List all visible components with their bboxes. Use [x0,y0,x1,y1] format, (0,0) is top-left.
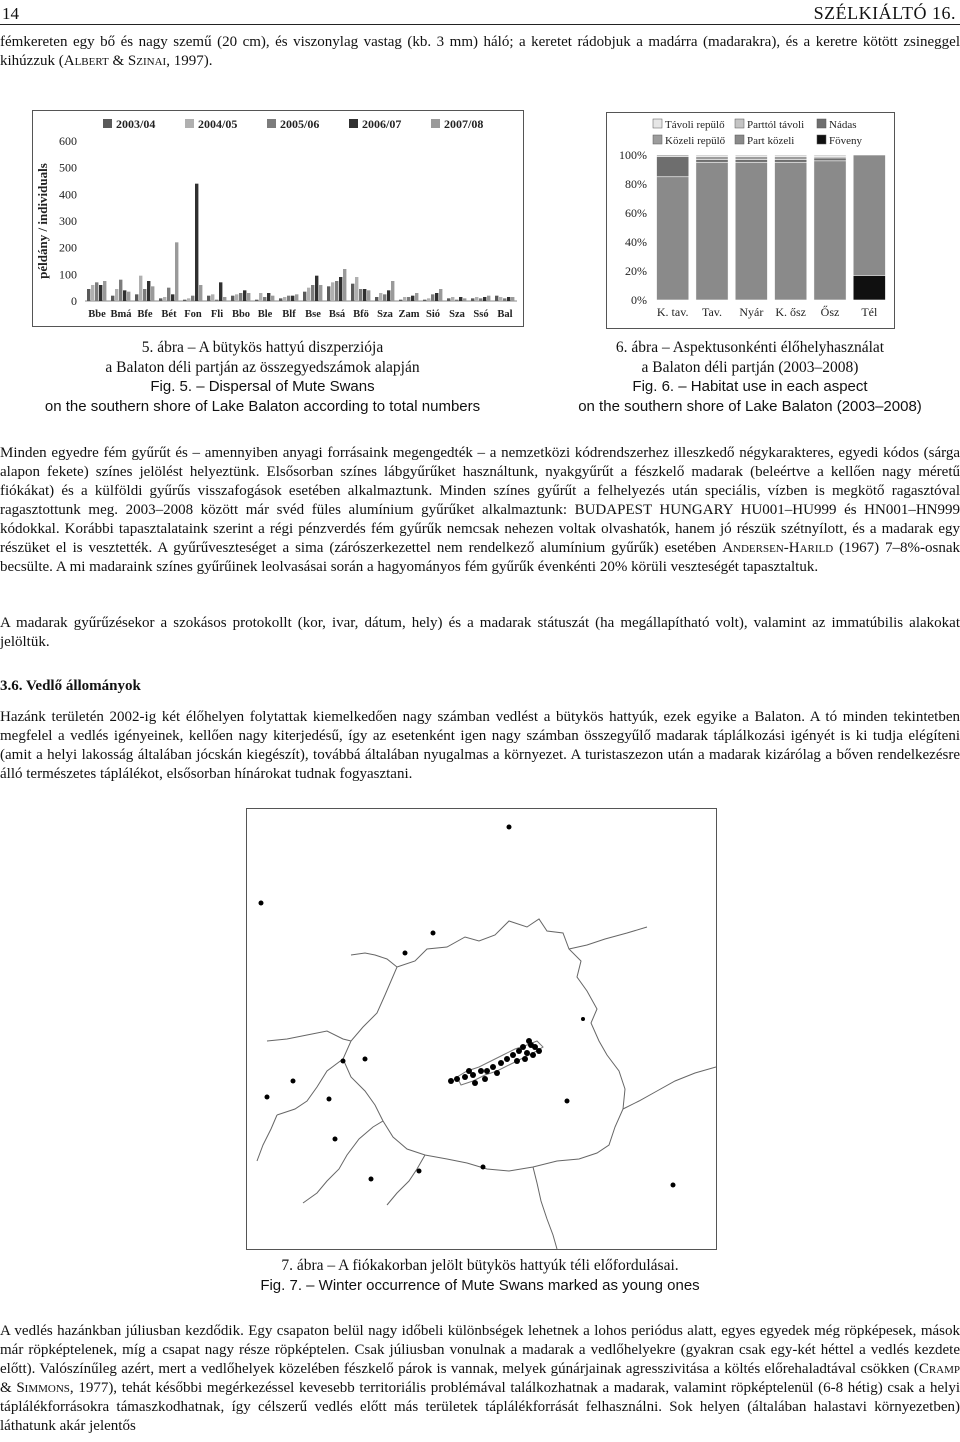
y-tick-label: 500 [59,160,77,175]
y-tick-label: 100 [59,267,77,282]
bar-2003-04-Bbo [231,296,234,301]
bar-2006-07-Bal [507,297,510,301]
bar-2006-07-Ssó [483,297,486,301]
bar-2005-06-Bbe [95,282,98,301]
bar-2005-06-Fon [191,296,194,301]
bar-2007-08-Bbe [103,281,106,301]
legend-label-4: 2007/08 [444,117,484,131]
bar-2003-04-Bfö [351,284,354,301]
bar-2003-04-Bét [159,298,162,301]
bar-2003-04-Sza [375,297,378,301]
bar-2004-05-Ble [259,293,262,301]
figure7-caption [200,1256,760,1295]
bar-segment-Közeli repülő-K. tav. [657,155,689,156]
bar-2007-08-Bfe [151,286,154,301]
bar-2005-06-Bal [503,298,506,301]
map-border-romania [623,1067,716,1109]
bar-segment-Nádas-Tav. [696,159,728,162]
bar-2003-04-Sza [447,298,450,301]
bar-2003-04-Bfe [135,294,138,301]
y-tick-label: 600 [59,134,77,148]
bar-2003-04-Bse [303,292,306,301]
map-border-austria [267,1031,351,1041]
bar-2004-05-Bfö [355,277,358,301]
bar-2007-08-Bbo [247,293,250,301]
figure5-caption-hu-1: 5. ábra – A bütykös hattyú diszperziója [141,339,384,356]
bar-2003-04-Bmá [111,296,114,301]
legend-label-3: Közeli repülő [665,135,726,147]
x-tick-label: Zam [398,309,420,320]
figure5-caption [10,338,515,416]
bar-2003-04-Fon [183,300,186,301]
x-tick-label: Tél [861,305,878,319]
bar-2003-04-Zam [399,300,402,301]
bar-2006-07-Fli [219,282,222,301]
map-border-slovenia [277,1059,343,1115]
legend-label-1: Parttól távoli [747,119,805,131]
bar-segment-Parttól távoli-K. ősz [775,155,807,156]
figure5-chart [32,110,524,327]
legend-label-0: 2003/04 [116,117,156,131]
x-tick-label: Bbe [88,309,106,320]
journal-title: SZÉLKIÁLTÓ 16. [813,3,956,23]
map-border-croatia [303,1121,383,1203]
bar-2007-08-Bse [319,285,322,301]
figure6-chart [606,112,895,329]
x-tick-label: Bmá [110,309,132,320]
bar-segment-Part közeli-K. ősz [775,162,807,300]
x-tick-label: Ssó [473,309,489,320]
map-border-ukraine [569,927,647,949]
x-tick-label: Bal [497,309,513,320]
bar-2005-06-Ssó [479,298,482,301]
bar-2006-07-Bmá [123,290,126,301]
body-paragraph-3: Hazánk területén 2002-ig két élőhelyen folytattak kiemelkedően nagy számban vedlést a bütykös hattyúk, ezek egyike a Balaton. A tó minden tekintetben megfelel a vedlés igényeinek, kellően nagy kiterjedésű, így az esetenként igen nagy számban összegyűlő madarak táplálkozási igényét is ki tudja elégíteni (amit a helyi lakosság általában jócskán kiegészít), továbbá általában nyugalmas a környezet. A turistaszezon után a madarak kizárólag a bőven rendelkezésre álló természetes táplálékot, elsősorban hínárokat tudnak fogyasztani. [0,709,960,782]
figure6-svg [607,113,894,328]
citation-amp: & [108,53,128,69]
bar-2006-07-Bse [315,276,318,301]
figure6-caption [545,338,955,416]
legend-swatch-2 [817,119,826,128]
x-tick-label: Ble [257,309,273,320]
bar-2005-06-Bsá [335,281,338,301]
bar-segment-Nádas-K. ősz [775,159,807,162]
bar-2005-06-Blf [287,296,290,301]
legend-swatch-5 [817,135,826,144]
bar-2006-07-Bfe [147,281,150,301]
legend-label-2: Nádas [829,119,857,131]
body4-text-1: A vedlés hazánkban júliusban kezdődik. Egy csapaton belül nagy időbeli különbségek lehetnek a lohos periódus alatt, egyes egyedek még röpképesek, mások már röpképtelenek, míg a csapat nagy része röpképtelen. Csak júliusban vonulnak a madarak a vedlőhelyekre (gyakran csak egy-két héttel a vedlés kezdete előtt). Valószínűleg azért, mert a vedlőhelyek közelében fészkelő párok is vannak, melyek gúnárjainak agresszivitása a költés előrehaladtával csökken ( [0,1323,960,1377]
body-paragraph-4 [0,1322,960,1436]
x-tick-label: Bse [305,309,321,320]
legend-swatch-3 [653,135,662,144]
bar-2006-07-Sza [459,297,462,301]
legend-swatch-1 [735,119,744,128]
bar-2005-06-Bét [167,288,170,301]
bar-segment-Föveny-Tél [853,275,885,300]
figure5-svg [33,111,523,326]
bar-2004-05-Zam [403,297,406,301]
bar-2004-05-Bbo [235,294,238,301]
bar-2005-06-Fli [215,300,218,301]
bar-2007-08-Ssó [487,296,490,301]
bar-2003-04-Ssó [471,298,474,301]
x-tick-label: Sza [449,309,465,320]
bar-2007-08-Sza [391,281,394,301]
bar-2004-05-Ssó [475,297,478,301]
x-tick-label: Bbo [231,309,251,320]
legend-label-0: Távoli repülő [665,119,725,131]
y-axis-title: példány / individuals [35,163,50,279]
figure6-caption-hu-2: a Balaton déli partján (2003–2008) [641,358,859,376]
x-tick-label: Blf [282,309,296,320]
legend-swatch-0 [653,119,662,128]
bar-segment-Parttól távoli-Nyár [735,155,767,156]
bar-2007-08-Bfö [367,290,370,301]
body4-text-2: , 1977), tehát későbbi megérkezéssel kevesebb territoriális problémával találkozhatnak a madarak, valamint röpképtelenül (6-8 hétig) csak a helyi táplálékforrásokra támaszkodhatnak, így célszerű vedlés előtt más területek táplálékforrását felhasználni. Sok helyen (általában halastavi környezetben) láthatunk akár jelentős [0,1380,960,1434]
x-tick-label: Sza [377,309,393,320]
bar-2006-07-Blf [291,296,294,301]
y-tick-label: 60% [625,206,647,220]
bar-2005-06-Bse [311,285,314,301]
map-border-west [257,1115,277,1161]
bar-2005-06-Bbo [239,293,242,301]
bar-2005-06-Ble [263,297,266,301]
y-tick-label: 20% [625,264,647,278]
bar-segment-Part közeli-Ősz [814,161,846,300]
y-tick-label: 400 [59,187,77,202]
legend-swatch-2 [267,119,276,128]
bar-2006-07-Bbe [99,285,102,301]
bar-2006-07-Bbo [243,290,246,301]
citation-andersen-harild: Andersen-Harild [722,540,834,556]
bar-2005-06-Zam [407,297,410,301]
bar-segment-Parttól távoli-Ősz [814,155,846,156]
bar-2004-05-Bse [307,288,310,301]
bar-2004-05-Bét [163,297,166,301]
legend-swatch-1 [185,119,194,128]
bar-2007-08-Bét [175,242,178,301]
bar-2003-04-Bsá [327,286,330,301]
bar-segment-Part közeli-Tav. [696,162,728,300]
legend-label-5: Föveny [829,135,862,147]
bar-2006-07-Bfö [363,289,366,301]
bar-2004-05-Bmá [115,289,118,301]
citation-amp-2: & [0,1380,17,1396]
map-border-bosnia [387,1155,425,1205]
legend-swatch-0 [103,119,112,128]
body1-text-2: (1967) 7–8%-osnak becsülte. A mi madaraink színes gyűrűinek leolvasásai során a hagyományos fém gyűrűk évenkénti 20% körüli veszteségét tapasztaltuk. [0,540,960,575]
bar-2005-06-Bfe [143,289,146,301]
bar-2004-05-Blf [283,297,286,301]
x-tick-label: Bsá [328,309,346,320]
bar-segment-Part közeli-Nyár [735,162,767,300]
bar-segment-Közeli repülő-Nyár [735,156,767,159]
bar-2006-07-Zam [411,296,414,301]
intro-text-1: fémkereten egy bő és nagy szemű (20 cm), és viszonylag vastag (kb. 3 mm) háló; a keretet rádobjuk a madárra (madarakra), és a keretre kötött zsineggel kihúzzuk ( [0,34,960,69]
citation-cramp: Cramp [918,1361,960,1377]
bar-segment-Nádas-Nyár [735,159,767,162]
bar-2007-08-Blf [295,294,298,301]
bar-segment-Nádas-Ősz [814,158,846,161]
bar-2006-07-Fon [195,184,198,301]
bar-2004-05-Fli [211,294,214,301]
figure6-caption-en-2: on the southern shore of Lake Balaton (2003–2008) [578,397,922,415]
bar-2004-05-Bfe [139,276,142,301]
map-border-serbia [533,1167,557,1249]
bar-segment-Parttól távoli-Tav. [696,155,728,156]
bar-2003-04-Ble [255,300,258,301]
bar-2007-08-Fli [223,297,226,301]
bar-segment-Közeli repülő-K. ősz [775,156,807,159]
figure5-caption-hu-2: a Balaton déli partján az összegyedszámok alapján [105,358,420,376]
bar-2007-08-Fon [199,285,202,301]
bar-2006-07-Bét [171,294,174,301]
x-tick-label: Fon [184,309,202,320]
y-tick-label: 100% [619,148,647,162]
bar-2005-06-Sza [383,294,386,301]
map-border-hungary [343,919,625,1171]
x-tick-label: Bfö [353,309,369,320]
x-tick-label: Bfe [137,309,153,320]
body1-text-1: Minden egyedre fém gyűrűt és – amennyiben anyagi forrásaink megengedték – a nemzetközi kódrendszerhez illeszkedő négykarakteres, egyedi kódos (sárga alapon fekete) színes jelölést helyeztünk. Elsősorban színes lábgyűrűket használtunk, nyakgyűrűt a fészkelő madarak (beleértve a kellően nagy méretű fiókákat) és a külföldi gyűrűs visszafogások esetében alkalmaztunk. Minden színes gyűrűt a felhelyezés után speciális, vízben is megkötő ragasztóval ragasztottunk meg. 2003–2008 között már svéd füles alumínium gyűrűket alkalmaztunk: BUDAPEST HUNGARY HU001–HU999 és HN001–HN999 kódokkal. Korábbi tapasztalataink szerint a régi pénzverdés fém gyűrűk nemcsak nehezen voltak olvashatók, hanem jó részük szétnyílott, és a madarak egy részüket el is vesztették. A gyűrűveszteséget a sima (zárószerkezettel nem rendelkező alumínium gyűrűk) esetében [0,445,960,556]
figure5-caption-en-2: on the southern shore of Lake Balaton according to total numbers [44,397,481,415]
body-paragraph-2: A madarak gyűrűzésekor a szokásos protokollt (kor, ivar, dátum, hely) és a madarak státuszát (ha megállapítható volt), valamint az immatúbilis alakokat jelöltük. [0,615,960,650]
bar-2003-04-Bbe [87,289,90,301]
bar-2004-05-Sza [379,293,382,301]
bar-segment-Közeli repülő-Tav. [696,156,728,159]
figure6-caption-hu-1: 6. ábra – Aspektusonkénti élőhelyhasználat [615,339,885,356]
legend-label-4: Part közeli [747,135,795,147]
y-tick-label: 40% [625,235,647,249]
y-tick-label: 200 [59,240,77,255]
x-tick-label: Fli [210,309,224,320]
bar-segment-Part közeli-K. tav. [657,177,689,300]
bar-2004-05-Sza [451,297,454,301]
bar-2004-05-Fon [187,298,190,301]
bar-segment-Nádas-K. tav. [657,156,689,176]
bar-2004-05-Sió [427,298,430,301]
legend-label-2: 2005/06 [280,117,320,131]
bar-2006-07-Ble [267,293,270,301]
x-tick-label: Ősz [820,305,840,319]
bar-2007-08-Sió [439,289,442,301]
bar-2006-07-Sió [435,293,438,301]
bar-2007-08-Bal [511,297,514,301]
y-tick-label: 0 [71,294,77,308]
section-heading: 3.6. Vedlő állományok [0,678,141,694]
x-tick-label: Bét [161,309,177,320]
legend-swatch-4 [735,135,744,144]
bar-2006-07-Sza [387,290,390,301]
citation-author-2: Szinai [127,53,167,69]
x-tick-label: K. ősz [775,305,807,319]
bar-2007-08-Bsá [343,269,346,301]
citation-author-1: Albert [63,53,109,69]
bar-2005-06-Sza [455,300,458,301]
bar-segment-Part közeli-Tél [853,155,885,275]
bar-2006-07-Bsá [339,277,342,301]
x-tick-label: Sió [425,309,441,320]
bar-2003-04-Sió [423,300,426,301]
y-tick-label: 300 [59,214,77,228]
figure7-map-svg [247,809,716,1249]
bar-2005-06-Sió [431,294,434,301]
legend-label-3: 2006/07 [362,117,402,131]
bar-2007-08-Ble [271,296,274,301]
bar-2007-08-Zam [415,293,418,301]
bar-2003-04-Bal [495,296,498,301]
bar-2005-06-Bfö [359,289,362,301]
y-tick-label: 0% [631,293,647,307]
bar-2004-05-Bal [499,297,502,301]
map-border-slovakia [351,953,397,967]
figure7-caption-en: Fig. 7. – Winter occurrence of Mute Swans marked as young ones [260,1276,700,1294]
figure7-map [246,808,717,1250]
bar-2003-04-Blf [279,298,282,301]
legend-swatch-3 [349,119,358,128]
y-tick-label: 80% [625,177,647,191]
legend-swatch-4 [431,119,440,128]
intro-paragraph [0,33,960,71]
page-number: 14 [2,4,19,23]
bar-2004-05-Bbe [91,285,94,301]
intro-text-2: , 1997). [166,53,213,69]
legend-label-1: 2004/05 [198,117,238,131]
page-header [0,2,960,25]
citation-simmons: Simmons [16,1380,70,1396]
bar-2005-06-Bmá [119,280,122,301]
bar-2003-04-Fli [207,296,210,301]
figure6-caption-en-1: Fig. 6. – Habitat use in each aspect [632,378,868,395]
x-tick-label: Nyár [739,305,764,319]
x-tick-label: Tav. [701,305,723,319]
body-paragraph-1 [0,444,960,577]
figure5-caption-en-1: Fig. 5. – Dispersal of Mute Swans [150,378,375,395]
x-tick-label: K. tav. [656,305,689,319]
figure7-caption-hu: 7. ábra – A fiókakorban jelölt bütykös hattyúk téli előfordulásai. [281,1257,679,1274]
bar-2004-05-Bsá [331,282,334,301]
bar-2007-08-Bmá [127,292,130,301]
bar-2007-08-Sza [463,298,466,301]
